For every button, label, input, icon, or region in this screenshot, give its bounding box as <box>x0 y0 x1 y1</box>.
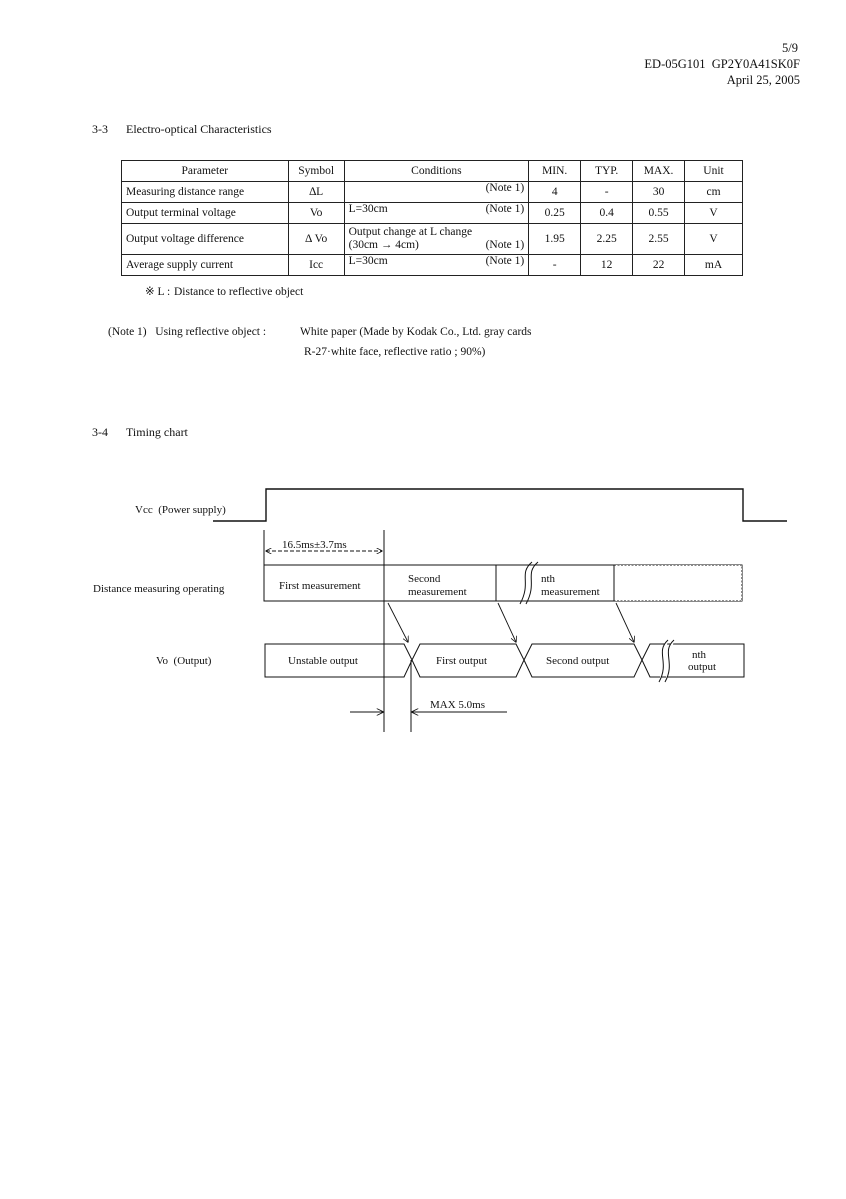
note-ref: (Note 1) <box>485 239 525 251</box>
column-header: MAX. <box>633 161 685 182</box>
period-annotation: 16.5ms±3.7ms <box>282 539 347 551</box>
measurement-slot-empty <box>614 565 742 601</box>
footnote-text: Distance to reflective object <box>174 286 304 298</box>
symbol-cell: ∆L <box>288 182 344 203</box>
note-1-line2: R-27·white face, reflective ratio ; 90%) <box>304 346 486 358</box>
measurement-first: First measurement <box>279 580 361 592</box>
min-cell: 4 <box>529 182 581 203</box>
section-heading-3-4 <box>92 425 188 440</box>
condition-text: Output change at L change <box>348 226 473 238</box>
break-symbol-icon <box>520 562 538 604</box>
typ-cell: 2.25 <box>581 224 633 255</box>
parameter-cell: Output voltage difference <box>122 224 289 255</box>
table-row <box>122 255 743 276</box>
typ-cell: 0.4 <box>581 203 633 224</box>
column-header: Parameter <box>122 161 289 182</box>
note-ref: (Note 1) <box>485 255 525 267</box>
document-date: April 25, 2005 <box>726 73 800 87</box>
transition-arrow <box>498 603 516 642</box>
column-header: Conditions <box>344 161 529 182</box>
note-1-label: (Note 1) Using reflective object : <box>108 326 267 338</box>
symbol-cell: Vo <box>288 203 344 224</box>
min-cell: - <box>529 255 581 276</box>
note-ref: (Note 1) <box>485 203 525 215</box>
output-nth-line2: output <box>688 661 717 673</box>
electro-optical-table <box>121 160 743 276</box>
note-1 <box>108 322 532 362</box>
table-row <box>122 182 743 203</box>
note-ref: (Note 1) <box>485 182 525 194</box>
min-cell: 1.95 <box>529 224 581 255</box>
measurement-second-line2: measurement <box>408 586 467 598</box>
transition-arrow <box>616 603 634 642</box>
column-header: Unit <box>685 161 743 182</box>
break-symbol-icon <box>659 640 674 682</box>
unit-cell: V <box>685 203 743 224</box>
conditions-cell <box>344 255 529 276</box>
vcc-label: Vcc (Power supply) <box>135 504 226 516</box>
measure-label: Distance measuring operating <box>93 583 225 595</box>
table-footnote <box>145 284 303 298</box>
unit-cell: mA <box>685 255 743 276</box>
unit-cell: V <box>685 224 743 255</box>
transition-arrow <box>388 603 408 642</box>
footnote-symbol: ※ L : <box>145 286 171 298</box>
typ-cell: 12 <box>581 255 633 276</box>
vo-label: Vo (Output) <box>156 655 212 667</box>
timing-chart <box>0 470 846 750</box>
conditions-cell <box>344 203 529 224</box>
section-number: 3-4 <box>92 425 108 439</box>
section-title: Electro-optical Characteristics <box>126 122 272 136</box>
condition-text: L=30cm <box>348 203 388 215</box>
column-header: Symbol <box>288 161 344 182</box>
column-header: TYP. <box>581 161 633 182</box>
section-title: Timing chart <box>126 425 188 439</box>
vcc-waveform <box>213 489 787 521</box>
symbol-cell: Icc <box>288 255 344 276</box>
delay-annotation: MAX 5.0ms <box>430 699 486 711</box>
typ-cell: - <box>581 182 633 203</box>
output-first: First output <box>436 655 488 667</box>
measurement-second-line1: Second <box>408 573 441 585</box>
table-row <box>122 203 743 224</box>
column-header: MIN. <box>529 161 581 182</box>
symbol-cell: Δ Vo <box>288 224 344 255</box>
parameter-cell: Output terminal voltage <box>122 203 289 224</box>
parameter-cell: Measuring distance range <box>122 182 289 203</box>
output-nth-line1: nth <box>692 649 707 661</box>
min-cell: 0.25 <box>529 203 581 224</box>
page-number: 5/9 <box>782 41 798 55</box>
measurement-nth-line2: measurement <box>541 586 600 598</box>
conditions-cell <box>344 224 529 255</box>
document-id: ED-05G101 GP2Y0A41SK0F <box>644 57 800 71</box>
note-1-line1: White paper (Made by Kodak Co., Ltd. gray cards <box>300 326 532 338</box>
condition-text-line2: (30cm → 4cm) <box>348 239 419 251</box>
parameter-cell: Average supply current <box>122 255 289 276</box>
section-heading-3-3 <box>92 122 272 137</box>
unit-cell: cm <box>685 182 743 203</box>
max-cell: 22 <box>633 255 685 276</box>
measurement-nth-line1: nth <box>541 573 556 585</box>
max-cell: 30 <box>633 182 685 203</box>
max-cell: 0.55 <box>633 203 685 224</box>
max-cell: 2.55 <box>633 224 685 255</box>
table-header-row <box>122 161 743 182</box>
section-number: 3-3 <box>92 122 108 136</box>
condition-text: L=30cm <box>348 255 388 267</box>
output-second: Second output <box>546 655 610 667</box>
table-row <box>122 224 743 255</box>
conditions-cell <box>344 182 529 203</box>
output-unstable: Unstable output <box>288 655 358 667</box>
